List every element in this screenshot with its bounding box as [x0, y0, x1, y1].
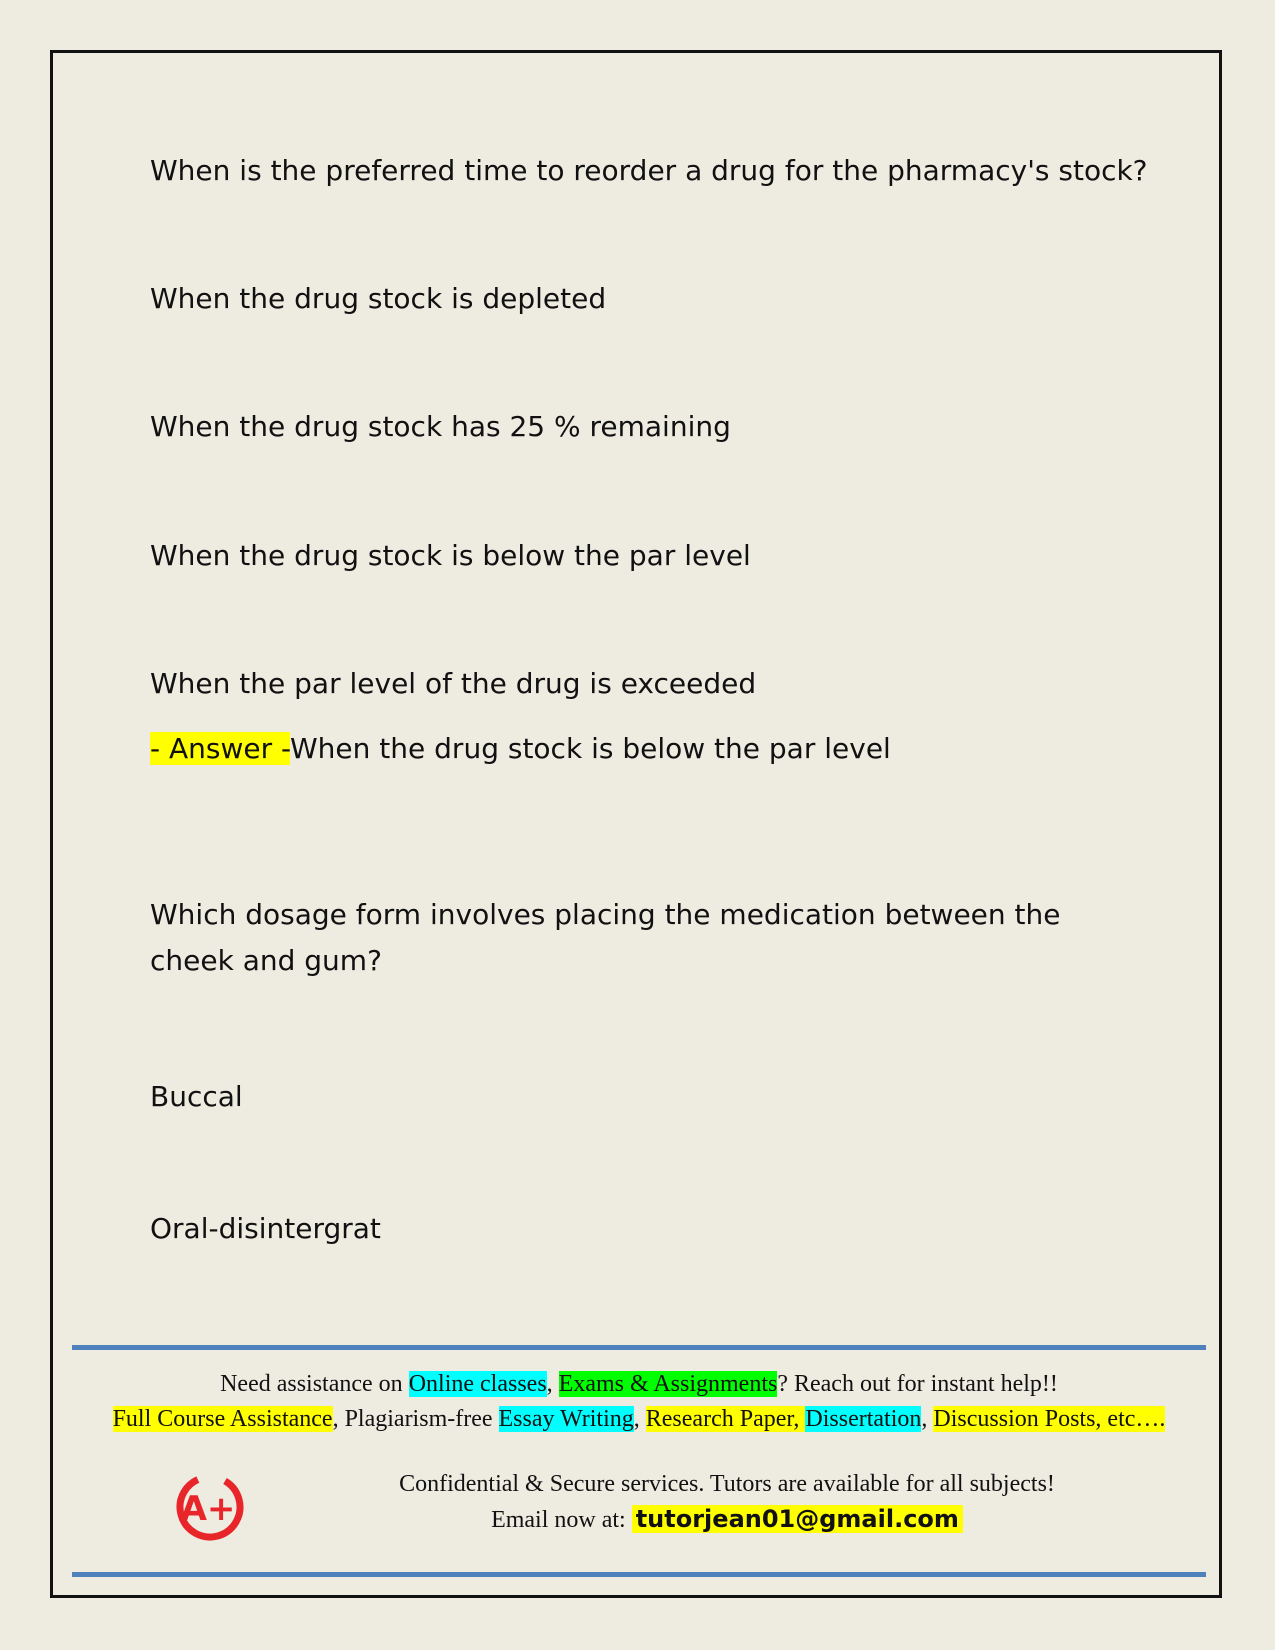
footer-line-1 [72, 1368, 1206, 1400]
q1-option-3: When the drug stock is below the par level [150, 539, 751, 572]
dissertation-highlight: Dissertation [805, 1406, 922, 1432]
question-2: Which dosage form involves placing the medication between the cheek and gum? [150, 898, 1061, 977]
footer-bottom-rule [72, 1572, 1206, 1577]
answer-label: - Answer - [150, 732, 290, 765]
q1-option-2: When the drug stock has 25 % remaining [150, 410, 731, 443]
essay-writing-highlight: Essay Writing [498, 1406, 634, 1432]
q2-option-2: Oral-disintergrat [150, 1212, 381, 1245]
question-1: When is the preferred time to reorder a drug for the pharmacy's stock? [150, 154, 1148, 187]
exams-assignments-highlight: Exams & Assignments [558, 1371, 778, 1397]
footer-line-2 [72, 1403, 1206, 1435]
q1-option-1: When the drug stock is depleted [150, 282, 607, 315]
research-paper-highlight: Research Paper, [645, 1406, 806, 1432]
logo-text: A+ [180, 1489, 236, 1529]
footer-top-rule [72, 1345, 1206, 1350]
q2-option-1: Buccal [150, 1080, 243, 1113]
footer-text: , Plagiarism-free [332, 1406, 499, 1432]
email-label: Email now at: [491, 1507, 632, 1533]
footer-text: , [921, 1406, 934, 1432]
q1-option-4: When the par level of the drug is exceeded [150, 667, 757, 700]
online-classes-highlight: Online classes [408, 1371, 547, 1397]
footer-email-line [160, 1503, 1275, 1536]
full-course-highlight: Full Course Assistance [112, 1406, 333, 1432]
footer-text: , [633, 1406, 646, 1432]
footer-text: , [546, 1371, 559, 1397]
footer-text: Need assistance on [220, 1371, 409, 1397]
answer-text: When the drug stock is below the par level [290, 732, 891, 765]
q1-answer [150, 726, 891, 772]
footer-text: ? Reach out for instant help!! [777, 1371, 1058, 1397]
footer-line-3: Confidential & Secure services. Tutors are available for all subjects! [399, 1471, 1055, 1497]
discussion-posts-highlight: Discussion Posts, etc…. [933, 1406, 1166, 1432]
email-link[interactable]: tutorjean01@gmail.com [632, 1505, 963, 1533]
